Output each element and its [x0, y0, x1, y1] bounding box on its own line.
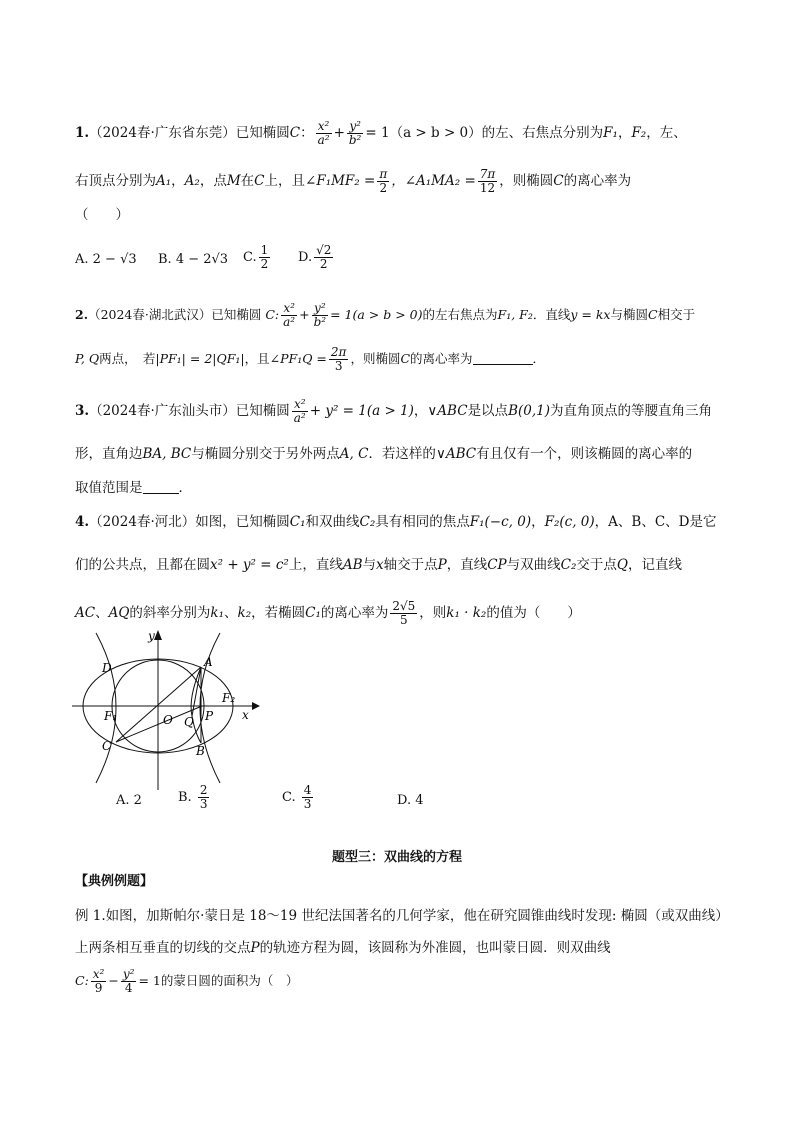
q4-line2: 们的公共点，且都在圆x² + y² = c²上，直线AB与x轴交于点P，直线CP与双曲线C₂交于点Q，记直线	[75, 557, 682, 573]
q1-line2: 右顶点分别为A₁，A₂，点M在C上，且∠F₁MF₂ = $\frac{\pi}{2}$ ，∠A₁MA₂ = $\frac{7\pi}{12}$ ，则椭圆C的离心率为	[75, 167, 632, 195]
q4-figure	[70, 628, 260, 793]
hyperbola-arc-aq	[191, 667, 201, 743]
label-o: O	[163, 713, 173, 727]
q1-option-c[interactable]: C. $\frac{1}{2}$	[243, 243, 269, 271]
q1-option-b[interactable]: B. 4 − 2√3	[158, 252, 229, 267]
example-line3: C: $\frac{\text{x²}}{9}$ − $\frac{\text{y²}}{4}$ = 1的蒙日圆的面积为（ ）	[75, 967, 299, 995]
label-y: y	[148, 629, 155, 643]
q1-paren: （ ）	[75, 207, 129, 223]
label-b: B	[196, 744, 205, 758]
q4-option-b[interactable]: B. $\frac{2}{3}$	[178, 783, 208, 811]
label-q: Q	[184, 715, 194, 729]
q1-frac-y: $\frac{\text{y²}}{\text{b²}}$	[348, 119, 362, 147]
example-line2: 上两条相互垂直的切线的交点P的轨迹方程为圆，该圆称为外准圆，也叫蒙日圆．则双曲线	[75, 940, 611, 956]
q4-option-c[interactable]: C. $\frac{4}{3}$	[282, 783, 312, 811]
q2-line2: P, Q两点， 若|PF₁| = 2|QF₁|，且∠PF₁Q = $\frac{2\pi}{3}$ ，则椭圆C的离心率为 ．	[75, 345, 546, 373]
q1-line1: 1.（2024春·广东省东莞）已知椭圆C： $\frac{\text{x²}}{\text{a²}}$ + $\frac{\text{y²}}{\text{b²}}$ = 1（a > b > 0）的左、右焦点分别为F₁，F₂，左、	[75, 119, 687, 147]
y-axis-arrow	[154, 630, 162, 640]
hyperbola-left	[96, 633, 116, 783]
example-line1: 例 1.如图，加斯帕尔·蒙日是 18～19 世纪法国著名的几何学家，他在研究圆锥曲线时发现: 椭圆（或双曲线）	[75, 908, 729, 924]
q1-option-a[interactable]: A. 2 − √3	[75, 252, 137, 267]
label-c: C	[102, 739, 112, 753]
label-a: A	[204, 655, 213, 669]
section-sub: 【典例例题】	[75, 874, 154, 889]
q4-option-a[interactable]: A. 2	[116, 793, 142, 808]
q3-line1: 3.（2024春·广东汕头市）已知椭圆 $\frac{\text{x²}}{\text{a²}}$ + y² = 1(a > 1)，∨ABC是以点B(0,1)为直角顶点的等腰直角三角	[75, 397, 712, 425]
label-p: P	[205, 709, 214, 723]
q2-line1: 2.（2024春·湖北武汉）已知椭圆 C: $\frac{\text{x²}}{\text{a²}}$ + $\frac{\text{y²}}{\text{b²}}$ = 1(a > b > 0)的左右焦点为F₁, F₂．直线y = kx与椭圆C相交于	[75, 301, 696, 329]
q4-line1: 4.（2024春·河北）如图，已知椭圆C₁和双曲线C₂具有相同的焦点F₁(−c, 0)，F₂(c, 0)，A、B、C、D是它	[75, 514, 717, 530]
label-d: D	[102, 661, 112, 675]
q3-answer-blank[interactable]	[143, 481, 179, 494]
q3-line3: 取值范围是 ．	[75, 480, 192, 496]
q1-option-d[interactable]: D. $\frac{√2}{2}$	[298, 243, 332, 271]
label-x: x	[242, 708, 249, 722]
q3-line2: 形，直角边BA, BC与椭圆分别交于另外两点A, C．若这样的∨ABC有且仅有一个，则该椭圆的离心率的	[75, 446, 693, 462]
x-axis-arrow	[252, 702, 260, 710]
q4-line3: AC、AQ的斜率分别为k₁、k₂，若椭圆C₁的离心率为 $\frac{2√5}{5}$ ，则k₁ · k₂的值为（ ）	[75, 599, 581, 627]
label-f2: F₂	[222, 691, 236, 705]
q2-answer-blank[interactable]	[473, 352, 533, 365]
q4-option-d[interactable]: D. 4	[397, 793, 424, 808]
label-f1: F₁	[104, 709, 118, 723]
q1-frac-x: $\frac{\text{x²}}{\text{a²}}$	[317, 119, 330, 147]
section-title: 题型三：双曲线的方程	[331, 850, 462, 865]
